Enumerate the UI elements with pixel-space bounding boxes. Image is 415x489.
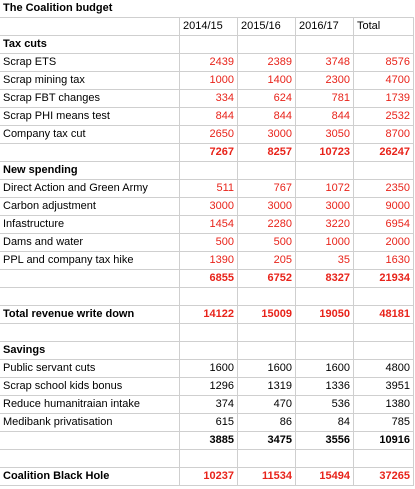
empty-cell	[354, 162, 414, 179]
table-row	[0, 216, 414, 234]
empty-cell	[354, 450, 414, 467]
table-row	[0, 90, 414, 108]
row-label	[0, 432, 180, 449]
section-header-row	[0, 162, 414, 180]
value-cell: 781	[296, 90, 354, 107]
column-header: 2016/17	[296, 18, 354, 35]
row-label: Company tax cut	[0, 126, 180, 143]
column-header: 2015/16	[238, 18, 296, 35]
table-row	[0, 234, 414, 252]
subtotal-row	[0, 144, 414, 162]
table-row	[0, 198, 414, 216]
table-row	[0, 396, 414, 414]
value-cell: 2439	[180, 54, 238, 71]
value-cell: 6752	[238, 270, 296, 287]
table-row	[0, 180, 414, 198]
empty-cell	[238, 162, 296, 179]
value-cell: 615	[180, 414, 238, 431]
section-header-row	[0, 36, 414, 54]
value-cell: 4800	[354, 360, 414, 377]
value-cell: 14122	[180, 306, 238, 323]
empty-cell	[296, 36, 354, 53]
value-cell: 86	[238, 414, 296, 431]
total-row	[0, 306, 414, 324]
row-label: Scrap PHI means test	[0, 108, 180, 125]
empty-cell	[238, 288, 296, 305]
value-cell: 6855	[180, 270, 238, 287]
row-label	[0, 144, 180, 161]
row-label	[0, 324, 180, 341]
empty-cell	[180, 162, 238, 179]
value-cell: 3748	[296, 54, 354, 71]
row-label: Infastructure	[0, 216, 180, 233]
value-cell: 9000	[354, 198, 414, 215]
section-label: Savings	[0, 342, 180, 359]
value-cell: 8257	[238, 144, 296, 161]
value-cell: 15494	[296, 468, 354, 485]
value-cell: 2532	[354, 108, 414, 125]
value-cell: 1600	[238, 360, 296, 377]
value-cell: 767	[238, 180, 296, 197]
value-cell: 2650	[180, 126, 238, 143]
value-cell: 3050	[296, 126, 354, 143]
value-cell: 1319	[238, 378, 296, 395]
value-cell: 3000	[296, 198, 354, 215]
empty-cell	[238, 450, 296, 467]
empty-cell	[238, 342, 296, 359]
column-header: 2014/15	[180, 18, 238, 35]
row-label: Public servant cuts	[0, 360, 180, 377]
row-label	[0, 288, 180, 305]
row-label	[0, 450, 180, 467]
value-cell: 844	[238, 108, 296, 125]
value-cell: 10237	[180, 468, 238, 485]
section-label: New spending	[0, 162, 180, 179]
total-label: Total revenue write down	[0, 306, 180, 323]
table-row	[0, 108, 414, 126]
column-header: Total	[354, 18, 414, 35]
value-cell: 10723	[296, 144, 354, 161]
blank-row	[0, 324, 414, 342]
empty-cell	[296, 324, 354, 341]
row-label	[0, 270, 180, 287]
value-cell: 374	[180, 396, 238, 413]
row-label: Scrap mining tax	[0, 72, 180, 89]
value-cell: 19050	[296, 306, 354, 323]
value-cell: 1400	[238, 72, 296, 89]
table-row	[0, 252, 414, 270]
row-label: Reduce humanitraian intake	[0, 396, 180, 413]
section-label: Tax cuts	[0, 36, 180, 53]
value-cell: 15009	[238, 306, 296, 323]
subtotal-row	[0, 432, 414, 450]
table-row	[0, 414, 414, 432]
title-row	[0, 0, 414, 18]
sheet-title: The Coalition budget	[3, 2, 113, 14]
row-label: Scrap school kids bonus	[0, 378, 180, 395]
value-cell: 2000	[354, 234, 414, 251]
total-row	[0, 468, 414, 486]
value-cell: 3000	[180, 198, 238, 215]
value-cell: 6954	[354, 216, 414, 233]
value-cell: 21934	[354, 270, 414, 287]
table-row	[0, 54, 414, 72]
subtotal-row	[0, 270, 414, 288]
value-cell: 500	[238, 234, 296, 251]
value-cell: 3475	[238, 432, 296, 449]
value-cell: 37265	[354, 468, 414, 485]
empty-cell	[296, 342, 354, 359]
value-cell: 2300	[296, 72, 354, 89]
empty-cell	[180, 36, 238, 53]
empty-cell	[354, 342, 414, 359]
value-cell: 1000	[296, 234, 354, 251]
value-cell: 1336	[296, 378, 354, 395]
value-cell: 3220	[296, 216, 354, 233]
section-header-row	[0, 342, 414, 360]
empty-cell	[354, 36, 414, 53]
empty-cell	[296, 450, 354, 467]
row-label: Medibank privatisation	[0, 414, 180, 431]
row-label: Scrap FBT changes	[0, 90, 180, 107]
row-label: Dams and water	[0, 234, 180, 251]
value-cell: 3556	[296, 432, 354, 449]
value-cell: 8576	[354, 54, 414, 71]
total-label: Coalition Black Hole	[0, 468, 180, 485]
blank-row	[0, 288, 414, 306]
table-row	[0, 378, 414, 396]
value-cell: 3885	[180, 432, 238, 449]
blank-row	[0, 450, 414, 468]
value-cell: 470	[238, 396, 296, 413]
empty-cell	[238, 324, 296, 341]
value-cell: 48181	[354, 306, 414, 323]
value-cell: 1000	[180, 72, 238, 89]
value-cell: 1630	[354, 252, 414, 269]
empty-cell	[296, 162, 354, 179]
empty-cell	[354, 324, 414, 341]
table-row	[0, 360, 414, 378]
value-cell: 8700	[354, 126, 414, 143]
table-row	[0, 126, 414, 144]
row-label: Carbon adjustment	[0, 198, 180, 215]
row-label: PPL and company tax hike	[0, 252, 180, 269]
column-header-row	[0, 18, 414, 36]
value-cell: 1296	[180, 378, 238, 395]
value-cell: 2350	[354, 180, 414, 197]
value-cell: 1390	[180, 252, 238, 269]
row-label	[0, 18, 180, 35]
value-cell: 3000	[238, 126, 296, 143]
value-cell: 3000	[238, 198, 296, 215]
value-cell: 1454	[180, 216, 238, 233]
value-cell: 8327	[296, 270, 354, 287]
value-cell: 7267	[180, 144, 238, 161]
empty-cell	[238, 36, 296, 53]
empty-cell	[180, 342, 238, 359]
value-cell: 3951	[354, 378, 414, 395]
value-cell: 624	[238, 90, 296, 107]
value-cell: 785	[354, 414, 414, 431]
value-cell: 10916	[354, 432, 414, 449]
empty-cell	[180, 324, 238, 341]
value-cell: 2389	[238, 54, 296, 71]
row-label: Direct Action and Green Army	[0, 180, 180, 197]
value-cell: 844	[296, 108, 354, 125]
empty-cell	[354, 288, 414, 305]
value-cell: 844	[180, 108, 238, 125]
value-cell: 35	[296, 252, 354, 269]
value-cell: 26247	[354, 144, 414, 161]
value-cell: 1380	[354, 396, 414, 413]
empty-cell	[180, 450, 238, 467]
value-cell: 4700	[354, 72, 414, 89]
table-row	[0, 72, 414, 90]
value-cell: 511	[180, 180, 238, 197]
value-cell: 1600	[180, 360, 238, 377]
value-cell: 536	[296, 396, 354, 413]
empty-cell	[296, 288, 354, 305]
value-cell: 500	[180, 234, 238, 251]
value-cell: 84	[296, 414, 354, 431]
value-cell: 1739	[354, 90, 414, 107]
value-cell: 1072	[296, 180, 354, 197]
value-cell: 11534	[238, 468, 296, 485]
row-label: Scrap ETS	[0, 54, 180, 71]
empty-cell	[180, 288, 238, 305]
value-cell: 1600	[296, 360, 354, 377]
value-cell: 205	[238, 252, 296, 269]
value-cell: 334	[180, 90, 238, 107]
value-cell: 2280	[238, 216, 296, 233]
